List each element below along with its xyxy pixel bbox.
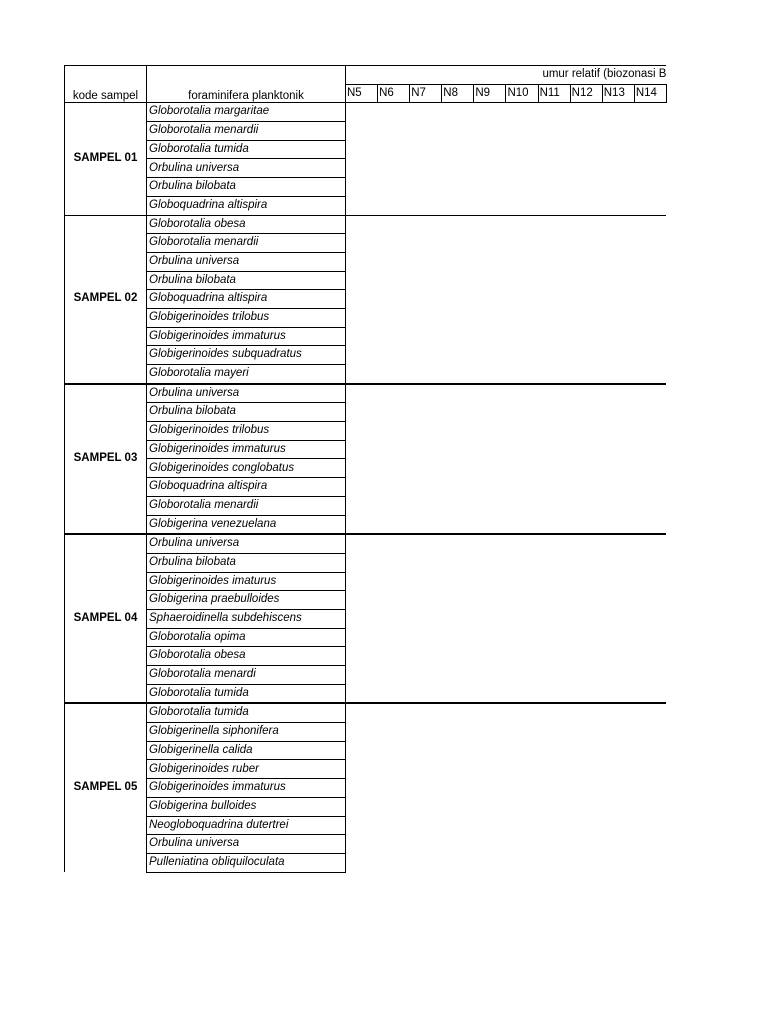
species-name: Globigerinoides imaturus bbox=[147, 572, 346, 591]
species-name: Orbulina bilobata bbox=[147, 403, 346, 422]
sample-code: SAMPEL 01 bbox=[65, 103, 147, 215]
species-name: Orbulina universa bbox=[147, 159, 346, 178]
zone-header-n12: N12 bbox=[570, 84, 602, 103]
species-name: Globigerinoides immaturus bbox=[147, 440, 346, 459]
species-name: Globigerinoides conglobatus bbox=[147, 459, 346, 478]
species-name: Globigerinoides trilobus bbox=[147, 422, 346, 441]
table-row bbox=[65, 384, 667, 403]
kode-sampel-header: kode sampel bbox=[65, 66, 147, 103]
species-name: Globorotalia opima bbox=[147, 628, 346, 647]
species-name: Globorotalia menardii bbox=[147, 122, 346, 141]
species-name: Globigerina praebulloides bbox=[147, 591, 346, 610]
age-cells bbox=[346, 534, 667, 703]
species-name: Globoquadrina altispira bbox=[147, 478, 346, 497]
species-name: Globigerinoides subquadratus bbox=[147, 346, 346, 365]
species-name: Orbulina universa bbox=[147, 534, 346, 553]
species-name: Globoquadrina altispira bbox=[147, 290, 346, 309]
species-name: Globigerinoides ruber bbox=[147, 760, 346, 779]
foraminifera-header: foraminifera planktonik bbox=[147, 66, 346, 103]
zone-header-n10: N10 bbox=[506, 84, 538, 103]
species-name: Globorotalia tumida bbox=[147, 140, 346, 159]
zone-header-n13: N13 bbox=[602, 84, 634, 103]
species-name: Globorotalia obesa bbox=[147, 647, 346, 666]
sample-code: SAMPEL 04 bbox=[65, 534, 147, 703]
sample-code: SAMPEL 05 bbox=[65, 703, 147, 872]
species-name: Pulleniatina obliquiloculata bbox=[147, 853, 346, 872]
species-name: Globigerinoides trilobus bbox=[147, 308, 346, 327]
zone-header-n6: N6 bbox=[378, 84, 410, 103]
species-name: Orbulina bilobata bbox=[147, 178, 346, 197]
species-name: Orbulina universa bbox=[147, 835, 346, 854]
species-name: Orbulina universa bbox=[147, 252, 346, 271]
species-name: Globigerinella siphonifera bbox=[147, 723, 346, 742]
species-name: Globorotalia menardi bbox=[147, 666, 346, 685]
table-row bbox=[65, 534, 667, 553]
species-name: Globorotalia mayeri bbox=[147, 365, 346, 384]
species-name: Sphaeroidinella subdehiscens bbox=[147, 609, 346, 628]
species-name: Orbulina universa bbox=[147, 384, 346, 403]
umur-relatif-header: umur relatif (biozonasi B bbox=[346, 66, 667, 85]
header-row-1 bbox=[65, 66, 667, 85]
sample-code: SAMPEL 02 bbox=[65, 215, 147, 384]
age-cells bbox=[346, 103, 667, 215]
zone-header-n5: N5 bbox=[346, 84, 378, 103]
species-name: Globoquadrina altispira bbox=[147, 196, 346, 215]
species-name: Globigerina venezuelana bbox=[147, 515, 346, 534]
species-name: Globorotalia margaritae bbox=[147, 103, 346, 122]
species-name: Globorotalia menardii bbox=[147, 234, 346, 253]
table-row bbox=[65, 703, 667, 722]
zone-header-n8: N8 bbox=[442, 84, 474, 103]
sample-code: SAMPEL 03 bbox=[65, 384, 147, 535]
species-name: Orbulina bilobata bbox=[147, 271, 346, 290]
biozonation-table bbox=[64, 65, 667, 873]
zone-header-n7: N7 bbox=[410, 84, 442, 103]
species-name: Globigerinoides immaturus bbox=[147, 327, 346, 346]
species-name: Orbulina bilobata bbox=[147, 553, 346, 572]
table-row bbox=[65, 103, 667, 122]
zone-header-n14: N14 bbox=[634, 84, 666, 103]
zone-header-n9: N9 bbox=[474, 84, 506, 103]
species-name: Globigerinella calida bbox=[147, 741, 346, 760]
age-cells bbox=[346, 703, 667, 872]
species-name: Globigerinoides immaturus bbox=[147, 779, 346, 798]
zone-header-n11: N11 bbox=[538, 84, 570, 103]
species-name: Globorotalia tumida bbox=[147, 703, 346, 722]
age-cells bbox=[346, 215, 667, 384]
table-row bbox=[65, 215, 667, 234]
species-name: Globorotalia menardii bbox=[147, 496, 346, 515]
species-name: Globorotalia tumida bbox=[147, 684, 346, 703]
species-name: Globorotalia obesa bbox=[147, 215, 346, 234]
age-cells bbox=[346, 384, 667, 535]
species-name: Neogloboquadrina dutertrei bbox=[147, 816, 346, 835]
species-name: Globigerina bulloides bbox=[147, 797, 346, 816]
